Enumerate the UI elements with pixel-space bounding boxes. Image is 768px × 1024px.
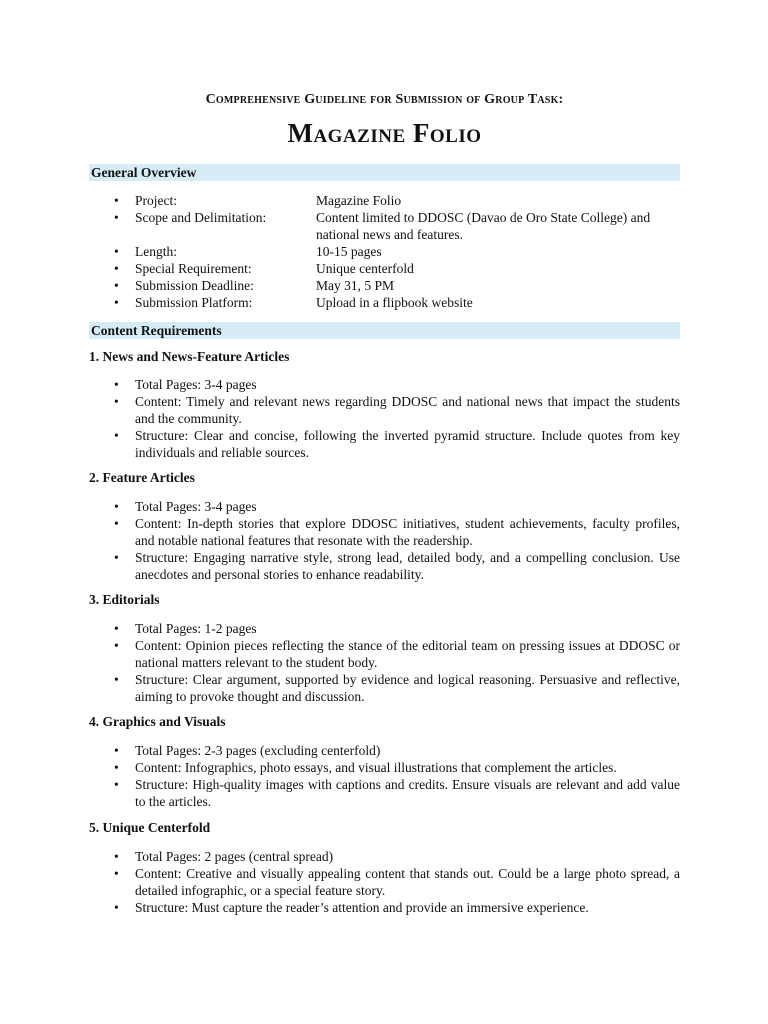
list-item: • Content: Creative and visually appealing content that stands out. Could be a large photo spread, a detailed infographic, or a special feature story. [89, 865, 680, 899]
section-list-graphics [89, 742, 680, 810]
overview-value: 10-15 pages [316, 244, 382, 259]
section-band-general-overview: General Overview [89, 164, 680, 181]
overview-value: Magazine Folio [316, 193, 402, 208]
overview-item [89, 277, 680, 294]
section-heading-editorials: 3. Editorials [89, 592, 160, 607]
overview-value: Unique centerfold [316, 261, 414, 276]
overview-label: • Scope and Delimitation: [135, 210, 267, 225]
section-list-news [89, 376, 680, 461]
section-list-editorials [89, 620, 680, 705]
section-heading-graphics: 4. Graphics and Visuals [89, 714, 226, 729]
list-item: • Structure: Engaging narrative style, strong lead, detailed body, and a compelling conclusion. Use anecdotes and personal stories to enhance readability. [89, 549, 680, 583]
section-list-feature [89, 498, 680, 583]
section-band-content-requirements: Content Requirements [89, 322, 680, 339]
document-supertitle: Comprehensive Guideline for Submission of Group Task: [205, 92, 564, 107]
overview-item [89, 243, 680, 260]
overview-item [89, 209, 680, 243]
section-list-centerfold [89, 848, 680, 916]
section-heading-centerfold: 5. Unique Centerfold [89, 820, 211, 835]
list-item: • Structure: Clear argument, supported by evidence and logical reasoning. Persuasive and reflective, aiming to provoke thought and discussion. [89, 671, 680, 705]
overview-value: Content limited to DDOSC (Davao de Oro State College) and national news and features. [316, 210, 651, 242]
list-item: • Content: Opinion pieces reflecting the stance of the editorial team on pressing issues at DDOSC or national matters relevant to the student body. [89, 637, 680, 671]
list-item: • Content: Timely and relevant news regarding DDOSC and national news that impact the students and the community. [89, 393, 680, 427]
document-title: Magazine Folio [287, 118, 482, 148]
list-item: • Content: Infographics, photo essays, and visual illustrations that complement the articles. [89, 759, 680, 776]
list-item: • Structure: Must capture the reader’s attention and provide an immersive experience. [89, 899, 680, 916]
list-item: • Total Pages: 2-3 pages (excluding centerfold) [89, 742, 680, 759]
overview-label: • Submission Deadline: [135, 278, 254, 293]
overview-item [89, 192, 680, 209]
list-item: • Total Pages: 1-2 pages [89, 620, 680, 637]
overview-item [89, 260, 680, 277]
overview-label: • Length: [135, 244, 177, 259]
list-item: • Total Pages: 3-4 pages [89, 376, 680, 393]
overview-label: • Project: [135, 193, 177, 208]
list-item: • Content: In-depth stories that explore DDOSC initiatives, student achievements, faculty profiles, and notable national features that resonate with the readership. [89, 515, 680, 549]
section-heading-news: 1. News and News-Feature Articles [89, 349, 290, 364]
section-heading-feature: 2. Feature Articles [89, 470, 195, 485]
overview-list [89, 192, 680, 311]
overview-label: • Special Requirement: [135, 261, 252, 276]
list-item: • Structure: High-quality images with captions and credits. Ensure visuals are relevant and add value to the articles. [89, 776, 680, 810]
overview-label: • Submission Platform: [135, 295, 253, 310]
list-item: • Structure: Clear and concise, following the inverted pyramid structure. Include quotes from key individuals and reliable sources. [89, 427, 680, 461]
list-item: • Total Pages: 3-4 pages [89, 498, 680, 515]
list-item: • Total Pages: 2 pages (central spread) [89, 848, 680, 865]
overview-value: May 31, 5 PM [316, 278, 395, 293]
overview-item [89, 294, 680, 311]
overview-value: Upload in a flipbook website [316, 295, 473, 310]
